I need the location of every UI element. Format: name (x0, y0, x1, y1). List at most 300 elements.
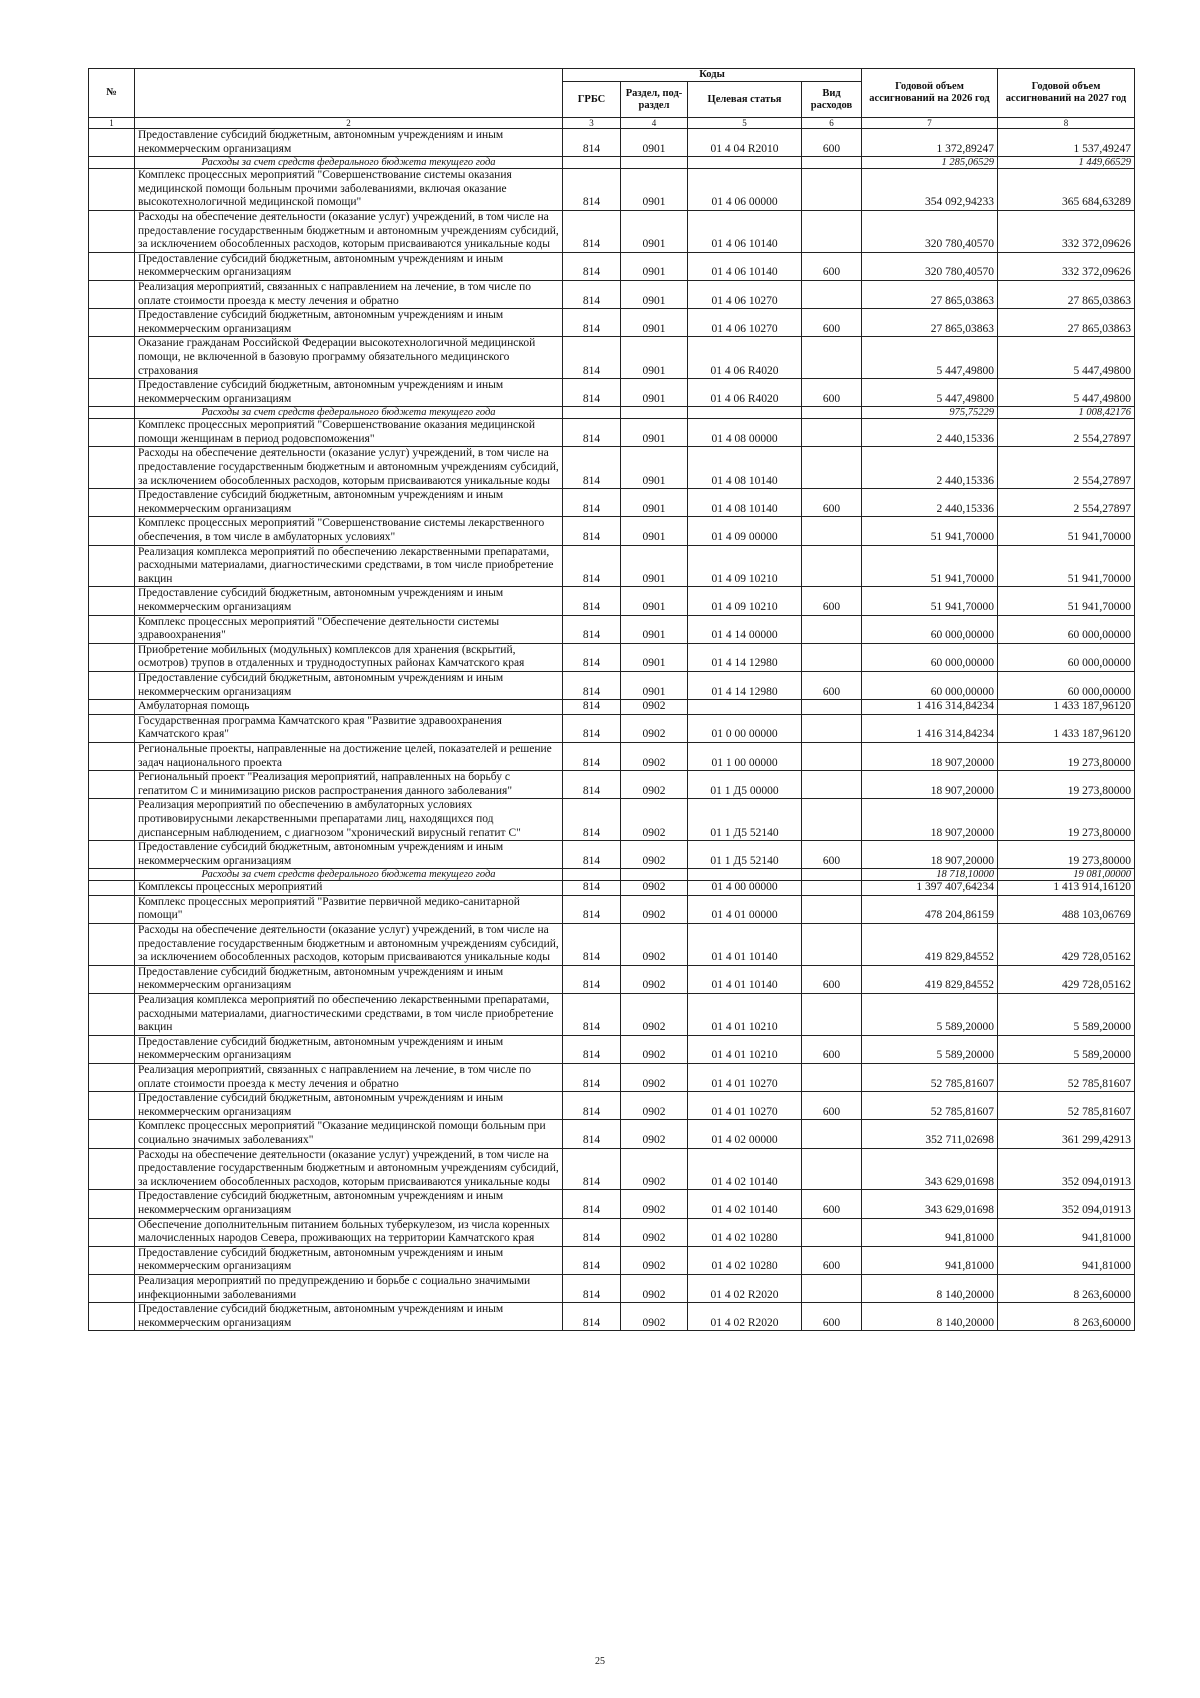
section-code: 0901 (621, 615, 688, 643)
row-number-cell (89, 280, 135, 308)
amount-2027: 8 263,60000 (998, 1303, 1135, 1331)
target-article-code: 01 0 00 00000 (688, 714, 802, 742)
expense-type-code (802, 799, 862, 841)
amount-2026: 8 140,20000 (862, 1274, 998, 1302)
amount-2027: 27 865,03863 (998, 309, 1135, 337)
section-code: 0901 (621, 169, 688, 211)
amount-2027: 352 094,01913 (998, 1148, 1135, 1190)
grbs-code: 814 (563, 700, 621, 715)
section-code: 0901 (621, 419, 688, 447)
row-number-cell (89, 1092, 135, 1120)
row-number-cell (89, 1120, 135, 1148)
column-number: 2 (135, 118, 563, 129)
expense-name: Предоставление субсидий бюджетным, автономным учреждениям и иным некоммерческим организациям (135, 129, 563, 157)
expense-type-code (802, 210, 862, 252)
row-number-cell (89, 895, 135, 923)
federal-budget-row (89, 157, 1135, 169)
table-row (89, 517, 1135, 545)
header-codes: Коды (563, 69, 862, 82)
column-number: 8 (998, 118, 1135, 129)
section-code: 0902 (621, 742, 688, 770)
table-row (89, 129, 1135, 157)
expense-name: Расходы на обеспечение деятельности (оказание услуг) учреждений, в том числе на предоставление государственным бюджетным и автономным учреждениям субсидий, за исключением обособленных расходов, которым присваиваются уникальные коды (135, 210, 563, 252)
row-number-cell (89, 841, 135, 869)
section-code: 0902 (621, 895, 688, 923)
amount-2027: 60 000,00000 (998, 671, 1135, 699)
expense-name: Приобретение мобильных (модульных) комплексов для хранения (вскрытий, осмотров) трупов в отдаленных и труднодоступных районах Камчатского края (135, 643, 563, 671)
amount-2026: 18 718,10000 (862, 869, 998, 881)
amount-2026: 354 092,94233 (862, 169, 998, 211)
section-code: 0902 (621, 700, 688, 715)
grbs-code: 814 (563, 587, 621, 615)
amount-2027: 19 273,80000 (998, 841, 1135, 869)
table-row (89, 280, 1135, 308)
target-article-code: 01 4 01 10270 (688, 1092, 802, 1120)
expense-type-code (802, 337, 862, 379)
row-number-cell (89, 447, 135, 489)
amount-2027: 19 081,00000 (998, 869, 1135, 881)
amount-2026: 18 907,20000 (862, 771, 998, 799)
target-article-code: 01 4 06 10270 (688, 309, 802, 337)
expense-type-code: 600 (802, 841, 862, 869)
header-volume-2027: Годовой объем ассигнований на 2027 год (998, 69, 1135, 118)
column-number: 1 (89, 118, 135, 129)
amount-2027: 19 273,80000 (998, 799, 1135, 841)
amount-2026: 419 829,84552 (862, 965, 998, 993)
target-article-code: 01 4 14 12980 (688, 671, 802, 699)
grbs-code: 814 (563, 1274, 621, 1302)
expense-name: Комплекс процессных мероприятий "Совершенствование оказания медицинской помощи женщинам в период родовспоможения" (135, 419, 563, 447)
section-code: 0901 (621, 517, 688, 545)
amount-2026: 18 907,20000 (862, 799, 998, 841)
table-row (89, 841, 1135, 869)
grbs-code: 814 (563, 1246, 621, 1274)
section-code: 0902 (621, 1190, 688, 1218)
row-number-cell (89, 489, 135, 517)
column-number: 3 (563, 118, 621, 129)
table-row (89, 1120, 1135, 1148)
row-number-cell (89, 407, 135, 419)
grbs-code: 814 (563, 1064, 621, 1092)
expense-name: Предоставление субсидий бюджетным, автономным учреждениям и иным некоммерческим организациям (135, 587, 563, 615)
row-number-cell (89, 157, 135, 169)
target-article-code: 01 4 08 00000 (688, 419, 802, 447)
grbs-code: 814 (563, 1303, 621, 1331)
target-article-code: 01 4 02 10140 (688, 1190, 802, 1218)
table-row (89, 771, 1135, 799)
amount-2027: 429 728,05162 (998, 924, 1135, 966)
grbs-code: 814 (563, 1148, 621, 1190)
grbs-code: 814 (563, 924, 621, 966)
amount-2027: 941,81000 (998, 1218, 1135, 1246)
expense-name: Комплекс процессных мероприятий "Совершенствование системы оказания медицинской помощи больным прочими заболеваниями, включая оказание высокотехнологичной медицинской помощи" (135, 169, 563, 211)
expense-name: Предоставление субсидий бюджетным, автономным учреждениям и иным некоммерческим организациям (135, 1190, 563, 1218)
amount-2027: 1 449,66529 (998, 157, 1135, 169)
amount-2027: 60 000,00000 (998, 615, 1135, 643)
table-row (89, 1148, 1135, 1190)
expense-type-code (802, 280, 862, 308)
table-row (89, 1035, 1135, 1063)
expense-type-code (802, 994, 862, 1036)
target-article-code: 01 4 08 10140 (688, 489, 802, 517)
expense-type-code: 600 (802, 379, 862, 407)
expense-type-code: 600 (802, 1092, 862, 1120)
target-article-code: 01 4 01 10210 (688, 994, 802, 1036)
expense-name: Расходы на обеспечение деятельности (оказание услуг) учреждений, в том числе на предоставление государственным бюджетным и автономным учреждениям субсидий, за исключением обособленных расходов, которым присваиваются уникальные коды (135, 924, 563, 966)
row-number-cell (89, 252, 135, 280)
amount-2027: 1 433 187,96120 (998, 700, 1135, 715)
section-code (621, 869, 688, 881)
amount-2027: 19 273,80000 (998, 742, 1135, 770)
target-article-code: 01 1 Д5 52140 (688, 799, 802, 841)
row-number-cell (89, 924, 135, 966)
expense-name: Предоставление субсидий бюджетным, автономным учреждениям и иным некоммерческим организациям (135, 489, 563, 517)
column-number: 6 (802, 118, 862, 129)
table-row (89, 1064, 1135, 1092)
amount-2026: 352 711,02698 (862, 1120, 998, 1148)
expense-name: Расходы за счет средств федерального бюджета текущего года (135, 157, 563, 169)
federal-budget-row (89, 869, 1135, 881)
expense-type-code (802, 714, 862, 742)
header-expense-type: Вид расходов (802, 82, 862, 118)
expense-type-code (802, 643, 862, 671)
grbs-code: 814 (563, 799, 621, 841)
expense-name: Комплекс процессных мероприятий "Оказание медицинской помощи больным при социально значимых заболеваниях" (135, 1120, 563, 1148)
expense-type-code: 600 (802, 1246, 862, 1274)
amount-2026: 51 941,70000 (862, 517, 998, 545)
table-row (89, 994, 1135, 1036)
grbs-code: 814 (563, 771, 621, 799)
expense-name: Региональные проекты, направленные на достижение целей, показателей и решение задач национального проекта (135, 742, 563, 770)
row-number-cell (89, 1246, 135, 1274)
table-row (89, 742, 1135, 770)
amount-2027: 5 589,20000 (998, 994, 1135, 1036)
section-code: 0902 (621, 1148, 688, 1190)
grbs-code: 814 (563, 489, 621, 517)
amount-2026: 2 440,15336 (862, 419, 998, 447)
expense-name: Амбулаторная помощь (135, 700, 563, 715)
grbs-code: 814 (563, 841, 621, 869)
amount-2027: 1 413 914,16120 (998, 881, 1135, 896)
section-code: 0901 (621, 671, 688, 699)
target-article-code: 01 4 02 R2020 (688, 1274, 802, 1302)
expense-name: Расходы на обеспечение деятельности (оказание услуг) учреждений, в том числе на предоставление государственным бюджетным и автономным учреждениям субсидий, за исключением обособленных расходов, которым присваиваются уникальные коды (135, 447, 563, 489)
section-code: 0902 (621, 881, 688, 896)
expense-name: Комплекс процессных мероприятий "Развитие первичной медико-санитарной помощи" (135, 895, 563, 923)
target-article-code: 01 4 14 00000 (688, 615, 802, 643)
row-number-cell (89, 1303, 135, 1331)
row-number-cell (89, 1274, 135, 1302)
expense-type-code (802, 771, 862, 799)
header-grbs: ГРБС (563, 82, 621, 118)
expense-type-code (802, 1218, 862, 1246)
table-row (89, 309, 1135, 337)
table-row (89, 700, 1135, 715)
section-code: 0901 (621, 252, 688, 280)
amount-2026: 343 629,01698 (862, 1148, 998, 1190)
grbs-code: 814 (563, 1120, 621, 1148)
table-row (89, 1274, 1135, 1302)
target-article-code: 01 4 02 00000 (688, 1120, 802, 1148)
row-number-cell (89, 671, 135, 699)
target-article-code: 01 4 06 R4020 (688, 337, 802, 379)
expense-type-code: 600 (802, 1303, 862, 1331)
amount-2027: 1 433 187,96120 (998, 714, 1135, 742)
amount-2026: 5 589,20000 (862, 1035, 998, 1063)
expense-name: Реализация комплекса мероприятий по обеспечению лекарственными препаратами, расходными материалами, диагностическими средствами, в том числе приобретение вакцин (135, 545, 563, 587)
section-code: 0902 (621, 1064, 688, 1092)
section-code: 0901 (621, 309, 688, 337)
table-row (89, 965, 1135, 993)
table-row (89, 379, 1135, 407)
grbs-code: 814 (563, 1035, 621, 1063)
expense-name: Комплекс процессных мероприятий "Обеспечение деятельности системы здравоохранения" (135, 615, 563, 643)
row-number-cell (89, 545, 135, 587)
table-row (89, 252, 1135, 280)
row-number-cell (89, 881, 135, 896)
amount-2026: 343 629,01698 (862, 1190, 998, 1218)
target-article-code (688, 407, 802, 419)
row-number-cell (89, 643, 135, 671)
expense-type-code (802, 869, 862, 881)
row-number-cell (89, 1148, 135, 1190)
table-row (89, 924, 1135, 966)
table-row (89, 419, 1135, 447)
grbs-code: 814 (563, 129, 621, 157)
amount-2026: 52 785,81607 (862, 1092, 998, 1120)
table-row (89, 210, 1135, 252)
row-number-cell (89, 587, 135, 615)
header-row-top (89, 69, 1135, 82)
amount-2027: 365 684,63289 (998, 169, 1135, 211)
section-code: 0901 (621, 643, 688, 671)
expense-name: Комплексы процессных мероприятий (135, 881, 563, 896)
amount-2026: 5 447,49800 (862, 379, 998, 407)
row-number-cell (89, 1190, 135, 1218)
expense-type-code (802, 924, 862, 966)
target-article-code: 01 4 02 10140 (688, 1148, 802, 1190)
federal-budget-row (89, 407, 1135, 419)
header-target: Целевая статья (688, 82, 802, 118)
amount-2026: 18 907,20000 (862, 742, 998, 770)
row-number-cell (89, 1218, 135, 1246)
grbs-code: 814 (563, 742, 621, 770)
expense-name: Предоставление субсидий бюджетным, автономным учреждениям и иным некоммерческим организациям (135, 309, 563, 337)
amount-2027: 51 941,70000 (998, 587, 1135, 615)
amount-2026: 51 941,70000 (862, 545, 998, 587)
expense-name: Региональный проект "Реализация мероприятий, направленных на борьбу с гепатитом С и минимизацию рисков распространения данного заболевания" (135, 771, 563, 799)
grbs-code: 814 (563, 965, 621, 993)
section-code (621, 407, 688, 419)
amount-2026: 60 000,00000 (862, 615, 998, 643)
expense-name: Государственная программа Камчатского края "Развитие здравоохранения Камчатского края" (135, 714, 563, 742)
table-row (89, 799, 1135, 841)
amount-2027: 60 000,00000 (998, 643, 1135, 671)
target-article-code: 01 4 02 10280 (688, 1218, 802, 1246)
amount-2026: 1 416 314,84234 (862, 714, 998, 742)
section-code: 0901 (621, 545, 688, 587)
amount-2026: 320 780,40570 (862, 252, 998, 280)
grbs-code (563, 157, 621, 169)
expense-name: Предоставление субсидий бюджетным, автономным учреждениям и иным некоммерческим организациям (135, 1246, 563, 1274)
grbs-code: 814 (563, 1218, 621, 1246)
expense-type-code: 600 (802, 587, 862, 615)
section-code: 0901 (621, 587, 688, 615)
table-row (89, 1190, 1135, 1218)
budget-table (88, 68, 1135, 1331)
header-volume-2026: Годовой объем ассигнований на 2026 год (862, 69, 998, 118)
table-row (89, 169, 1135, 211)
amount-2026: 5 447,49800 (862, 337, 998, 379)
target-article-code: 01 4 06 R4020 (688, 379, 802, 407)
target-article-code: 01 1 00 00000 (688, 742, 802, 770)
amount-2027: 52 785,81607 (998, 1064, 1135, 1092)
expense-type-code (802, 1148, 862, 1190)
column-number: 5 (688, 118, 802, 129)
amount-2026: 1 397 407,64234 (862, 881, 998, 896)
section-code: 0902 (621, 841, 688, 869)
table-row (89, 337, 1135, 379)
table-row (89, 1092, 1135, 1120)
page-number: 25 (595, 1656, 605, 1667)
row-number-cell (89, 379, 135, 407)
expense-type-code: 600 (802, 965, 862, 993)
row-number-cell (89, 1064, 135, 1092)
expense-name: Предоставление субсидий бюджетным, автономным учреждениям и иным некоммерческим организациям (135, 841, 563, 869)
amount-2027: 2 554,27897 (998, 447, 1135, 489)
expense-name: Реализация мероприятий, связанных с направлением на лечение, в том числе по оплате стоимости проезда к месту лечения и обратно (135, 1064, 563, 1092)
header-column-numbers (89, 118, 1135, 129)
expense-type-code (802, 742, 862, 770)
amount-2027: 332 372,09626 (998, 252, 1135, 280)
amount-2026: 2 440,15336 (862, 489, 998, 517)
expense-type-code (802, 447, 862, 489)
section-code: 0902 (621, 1120, 688, 1148)
expense-name: Расходы за счет средств федерального бюджета текущего года (135, 407, 563, 419)
amount-2026: 18 907,20000 (862, 841, 998, 869)
row-number-cell (89, 1035, 135, 1063)
table-row (89, 895, 1135, 923)
expense-type-code: 600 (802, 1190, 862, 1218)
row-number-cell (89, 742, 135, 770)
expense-name: Реализация мероприятий по обеспечению в амбулаторных условиях противовирусными лекарственными препаратами лиц, находящихся под диспансерным наблюдением, с диагнозом "хронический вирусный гепатит С" (135, 799, 563, 841)
target-article-code: 01 4 09 10210 (688, 545, 802, 587)
target-article-code: 01 4 04 R2010 (688, 129, 802, 157)
section-code: 0901 (621, 280, 688, 308)
target-article-code: 01 4 01 10210 (688, 1035, 802, 1063)
amount-2026: 27 865,03863 (862, 309, 998, 337)
amount-2027: 19 273,80000 (998, 771, 1135, 799)
section-code: 0901 (621, 379, 688, 407)
amount-2026: 60 000,00000 (862, 643, 998, 671)
expense-type-code (802, 407, 862, 419)
row-number-cell (89, 869, 135, 881)
grbs-code: 814 (563, 210, 621, 252)
target-article-code: 01 4 06 10140 (688, 210, 802, 252)
grbs-code: 814 (563, 545, 621, 587)
amount-2027: 941,81000 (998, 1246, 1135, 1274)
expense-name: Реализация мероприятий по предупреждению и борьбе с социально значимыми инфекционными заболеваниями (135, 1274, 563, 1302)
section-code: 0902 (621, 1035, 688, 1063)
target-article-code: 01 4 01 00000 (688, 895, 802, 923)
expense-type-code: 600 (802, 489, 862, 517)
expense-name: Предоставление субсидий бюджетным, автономным учреждениям и иным некоммерческим организациям (135, 252, 563, 280)
amount-2027: 52 785,81607 (998, 1092, 1135, 1120)
target-article-code: 01 1 Д5 00000 (688, 771, 802, 799)
expense-name: Расходы на обеспечение деятельности (оказание услуг) учреждений, в том числе на предоставление государственным бюджетным и автономным учреждениям субсидий, за исключением обособленных расходов, которым присваиваются уникальные коды (135, 1148, 563, 1190)
grbs-code: 814 (563, 1092, 621, 1120)
target-article-code: 01 4 01 10140 (688, 924, 802, 966)
expense-name: Предоставление субсидий бюджетным, автономным учреждениям и иным некоммерческим организациям (135, 379, 563, 407)
grbs-code: 814 (563, 671, 621, 699)
row-number-cell (89, 517, 135, 545)
amount-2026: 941,81000 (862, 1218, 998, 1246)
target-article-code: 01 4 06 00000 (688, 169, 802, 211)
column-number: 4 (621, 118, 688, 129)
target-article-code: 01 4 14 12980 (688, 643, 802, 671)
expense-type-code: 600 (802, 309, 862, 337)
section-code: 0901 (621, 210, 688, 252)
expense-type-code (802, 700, 862, 715)
expense-name: Предоставление субсидий бюджетным, автономным учреждениям и иным некоммерческим организациям (135, 1303, 563, 1331)
amount-2027: 8 263,60000 (998, 1274, 1135, 1302)
header-section: Раздел, под-раздел (621, 82, 688, 118)
expense-name: Оказание гражданам Российской Федерации высокотехнологичной медицинской помощи, не включенной в базовую программу обязательного медицинского страхования (135, 337, 563, 379)
header-no: № (89, 69, 135, 118)
target-article-code: 01 4 02 10280 (688, 1246, 802, 1274)
amount-2027: 429 728,05162 (998, 965, 1135, 993)
target-article-code: 01 4 08 10140 (688, 447, 802, 489)
section-code: 0901 (621, 447, 688, 489)
table-row (89, 545, 1135, 587)
section-code: 0902 (621, 714, 688, 742)
expense-type-code: 600 (802, 671, 862, 699)
section-code: 0902 (621, 1274, 688, 1302)
grbs-code: 814 (563, 309, 621, 337)
expense-name: Реализация комплекса мероприятий по обеспечению лекарственными препаратами, расходными материалами, диагностическими средствами, в том числе приобретение вакцин (135, 994, 563, 1036)
section-code (621, 157, 688, 169)
budget-table-sheet (88, 68, 1134, 1331)
section-code: 0902 (621, 1218, 688, 1246)
grbs-code: 814 (563, 252, 621, 280)
expense-name: Предоставление субсидий бюджетным, автономным учреждениям и иным некоммерческим организациям (135, 671, 563, 699)
table-row (89, 714, 1135, 742)
section-code: 0901 (621, 489, 688, 517)
section-code: 0901 (621, 337, 688, 379)
table-row (89, 1246, 1135, 1274)
header-name (135, 69, 563, 118)
expense-name: Комплекс процессных мероприятий "Совершенствование системы лекарственного обеспечения, в том числе в амбулаторных условиях" (135, 517, 563, 545)
target-article-code (688, 157, 802, 169)
section-code: 0902 (621, 1303, 688, 1331)
amount-2027: 2 554,27897 (998, 419, 1135, 447)
row-number-cell (89, 700, 135, 715)
amount-2027: 5 447,49800 (998, 337, 1135, 379)
grbs-code: 814 (563, 881, 621, 896)
row-number-cell (89, 129, 135, 157)
amount-2026: 52 785,81607 (862, 1064, 998, 1092)
row-number-cell (89, 771, 135, 799)
amount-2026: 2 440,15336 (862, 447, 998, 489)
amount-2027: 1 537,49247 (998, 129, 1135, 157)
expense-type-code (802, 615, 862, 643)
amount-2026: 5 589,20000 (862, 994, 998, 1036)
expense-type-code: 600 (802, 1035, 862, 1063)
target-article-code: 01 4 06 10270 (688, 280, 802, 308)
target-article-code (688, 700, 802, 715)
grbs-code: 814 (563, 337, 621, 379)
target-article-code: 01 4 02 R2020 (688, 1303, 802, 1331)
